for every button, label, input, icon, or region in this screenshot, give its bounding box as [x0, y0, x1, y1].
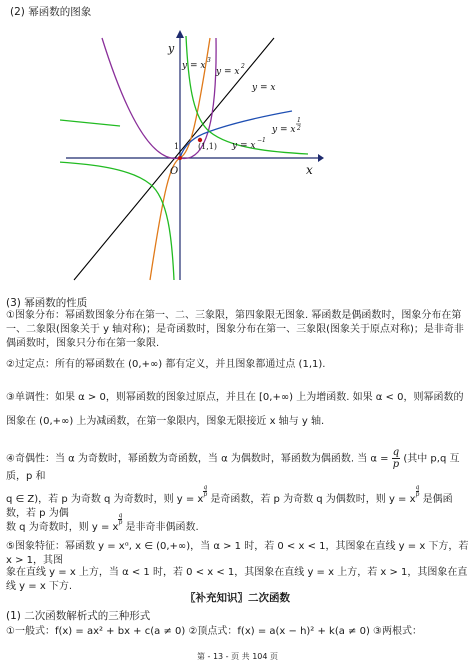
- label-sqrt-x: y = x: [272, 125, 296, 135]
- label-inverse: y = x: [232, 141, 256, 151]
- y-axis-label: y: [168, 42, 175, 55]
- parity-exp-3: $\frac{q}{p}$: [118, 512, 123, 526]
- page-footer: 第 - 13 - 页 共 104 页: [196, 652, 279, 661]
- parity-frac-den: p: [392, 459, 400, 470]
- label-sqrt-x-den: 2: [297, 125, 301, 132]
- label-x-squared: y = x: [216, 67, 240, 77]
- section-title-quadratic-forms: (1) 二次函数解析式的三种形式: [6, 610, 151, 622]
- section-title-power-graph: (2) 幂函数的图象: [10, 6, 92, 18]
- point-coord-label: (1,1): [198, 142, 217, 151]
- curve-green-left-segment: [60, 120, 120, 126]
- property-distribution: ①图象分布：幂函数图象分布在第一、二、三象限，第四象限无图象. 幂函数是偶函数时，图象分布在第一、二象限(图象关于 y 轴对称)；是奇函数时，图象分布在第一、三象限(图象关于原点对称)；是非奇非偶函数时，图象只分布在第一象限.: [6, 310, 464, 349]
- power-function-graph: [60, 18, 325, 286]
- x-axis-label: x: [306, 163, 313, 177]
- parity-frac-num: q: [392, 447, 400, 458]
- y-axis-arrow: [176, 30, 184, 38]
- parity-exp-1: $\frac{q}{p}$: [203, 484, 208, 498]
- property-parity-line1: [6, 447, 469, 484]
- label-x-squared-exp: 2: [241, 63, 245, 70]
- property-fixed-point: ②过定点：所有的幂函数在 (0,+∞) 都有定义，并且图象都通过点 (1,1).: [6, 359, 326, 370]
- property-parity-line3: [6, 513, 469, 535]
- label-x: y = x: [252, 83, 276, 93]
- quadratic-forms: ①一般式：f(x) = ax² + bx + c(a ≠ 0) ②顶点式：f(x) = a(x − h)² + k(a ≠ 0) ③两根式：: [6, 626, 423, 637]
- property-graph-features-line2: 象在直线 y = x 上方，当 α < 1 时，若 0 < x < 1，其图象在直线 y = x 上方，若 x > 1，其图象在直线 y = x 下方.: [6, 567, 468, 592]
- curve-y-eq-inverse-q1: [186, 36, 308, 154]
- x-axis-arrow: [318, 154, 324, 162]
- parity-text-d: 是奇函数，若 p 为奇数 q 为偶数时，则 y = x: [210, 494, 416, 505]
- parity-text-f: 数 q 为奇数时，则 y = x: [6, 522, 119, 533]
- parity-exp-2: $\frac{q}{p}$: [415, 484, 420, 498]
- parity-fraction: [392, 447, 400, 470]
- label-x-cubed: y = x: [182, 61, 206, 71]
- parity-text-e: 是偶函数，若 p 为偶: [6, 494, 453, 519]
- property-monotonicity: ③单调性：如果 α > 0，则幂函数的图象过原点，并且在 [0,+∞) 上为增函数. 如果 α < 0，则幂函数的图象在 (0,+∞) 上为减函数，在第一象限内，图象无限接近 x 轴与 y 轴.: [6, 392, 464, 427]
- section-title-power-properties: (3) 幂函数的性质: [6, 297, 88, 309]
- label-sqrt-x-num: 1: [297, 117, 301, 124]
- parity-text-b: (其中 p,q 互质，p 和: [6, 453, 460, 482]
- parity-text-g: 是非奇非偶函数.: [125, 522, 199, 533]
- point-one-label: 1: [174, 142, 180, 151]
- label-x-cubed-exp: 3: [207, 57, 211, 64]
- parity-text-c: q ∈ Z)，若 p 为奇数 q 为奇数时，则 y = x: [6, 494, 204, 505]
- origin-point: [178, 156, 182, 160]
- origin-label: O: [170, 166, 179, 177]
- property-graph-features-line1: ⑤图象特征：幂函数 y = xᵅ, x ∈ (0,+∞)，当 α > 1 时，若 0 < x < 1，其图象在直线 y = x 下方，若 x > 1，其图: [6, 541, 469, 566]
- parity-text-a: ④奇偶性：当 α 为奇数时，幂函数为奇函数，当 α 为偶数时，幂函数为偶函数. 当 α =: [6, 453, 389, 465]
- label-inverse-exp: −1: [257, 137, 266, 144]
- supplement-title: 〖补充知识〗二次函数: [185, 592, 290, 604]
